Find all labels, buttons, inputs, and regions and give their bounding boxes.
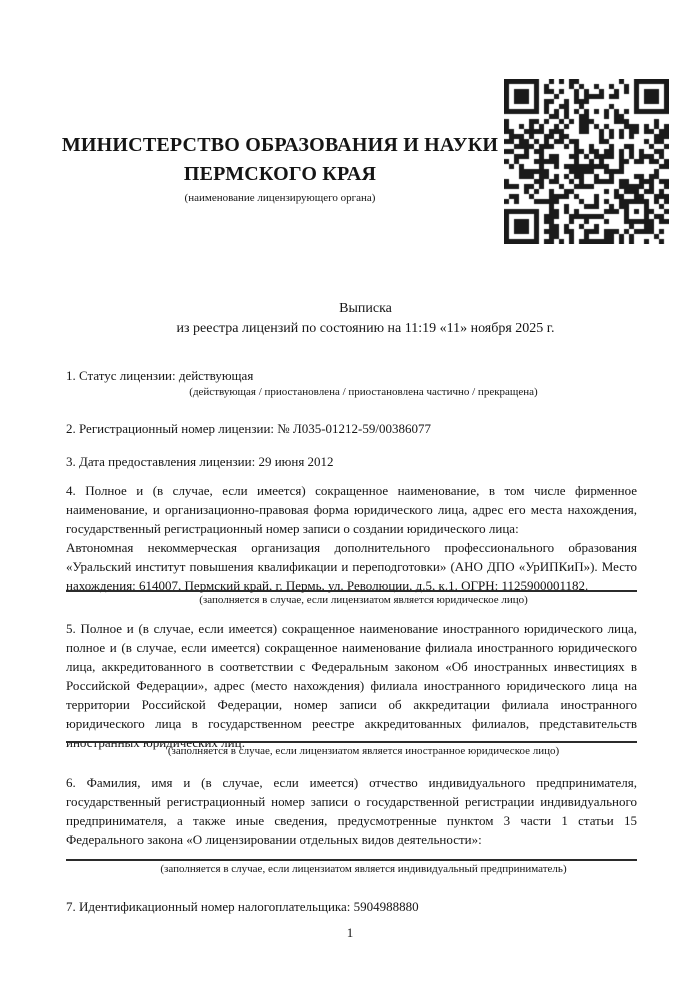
document-title-line1: Выписка [339,301,392,316]
divider-line-legal-entity [66,590,637,592]
legal-entity-section [66,481,637,595]
legal-entity-value: Автономная некоммерческая организация дополнительного профессионального образования «Уральский институт повышения квалификации и переподготовки» (АНО ДПО «УрИПКиП»). Место нахождения: 614007, Пермский край, г. Пермь, ул. Революции, д.5, к.1. ОГРН: 1125900001182. [66,540,637,593]
license-grant-date: 3. Дата предоставления лицензии: 29 июня 2012 [66,454,334,469]
qr-code [504,79,669,244]
legal-entity-caption: (заполняется в случае, если лицензиатом является юридическое лицо) [199,594,528,606]
entrepreneur-label: 6. Фамилия, имя и (в случае, если имеется) отчество индивидуального предпринимателя, государственный регистрационный номер записи о государственной регистрации индивидуального предпринимателя, а также иные сведения, предусмотренные пунктом 3 части 1 статьи 15 Федерального закона «О лицензировании отдельных видов деятельности»: [66,775,637,847]
license-status-caption: (действующая / приостановлена / приостановлена частично / прекращена) [189,386,538,398]
legal-entity-label: 4. Полное и (в случае, если имеется) сокращенное наименование, в том числе фирменное наименование, и организационно-правовая форма юридического лица, адрес его места нахождения, государственный регистрационный номер записи о создании юридического лица: [66,483,637,536]
licensing-authority-name [60,131,500,189]
ministry-name-line2: ПЕРМСКОГО КРАЯ [183,163,377,185]
divider-line-entrepreneur [66,859,637,861]
licensing-authority-caption: (наименование лицензирующего органа) [184,192,376,204]
entrepreneur-caption: (заполняется в случае, если лицензиатом является индивидуальный предприниматель) [160,863,567,875]
license-status: 1. Статус лицензии: действующая [66,368,254,383]
license-registration-number: 2. Регистрационный номер лицензии: № Л035-01212-59/00386077 [66,421,432,436]
divider-line-foreign-entity [66,741,637,743]
document-title-line2: из реестра лицензий по состоянию на 11:19 «11» ноября 2025 г. [176,321,555,336]
taxpayer-id: 7. Идентификационный номер налогоплательщика: 5904988880 [66,899,419,914]
ministry-name-line1: МИНИСТЕРСТВО ОБРАЗОВАНИЯ И НАУКИ [61,134,499,156]
foreign-entity-label: 5. Полное и (в случае, если имеется) сокращенное наименование иностранного юридического лица, полное и (в случае, если имеется) сокращенное наименование филиала иностранного юридического лица, аккредитованного в соответствии с Федеральным законом «Об иностранных инвестициях в Российской Федерации», адрес (место нахождения) филиала иностранного юридического лица на территории Российской Федерации, номер записи об аккредитации филиала иностранного юридического лица в государственном реестре аккредитованных филиалов, представительств иностранных юридических лиц: [66,621,637,750]
document-title [80,299,651,339]
foreign-entity-caption: (заполняется в случае, если лицензиатом является иностранное юридическое лицо) [167,745,560,757]
entrepreneur-section [66,773,637,849]
foreign-entity-section [66,619,637,752]
page-number: 1 [346,925,354,940]
